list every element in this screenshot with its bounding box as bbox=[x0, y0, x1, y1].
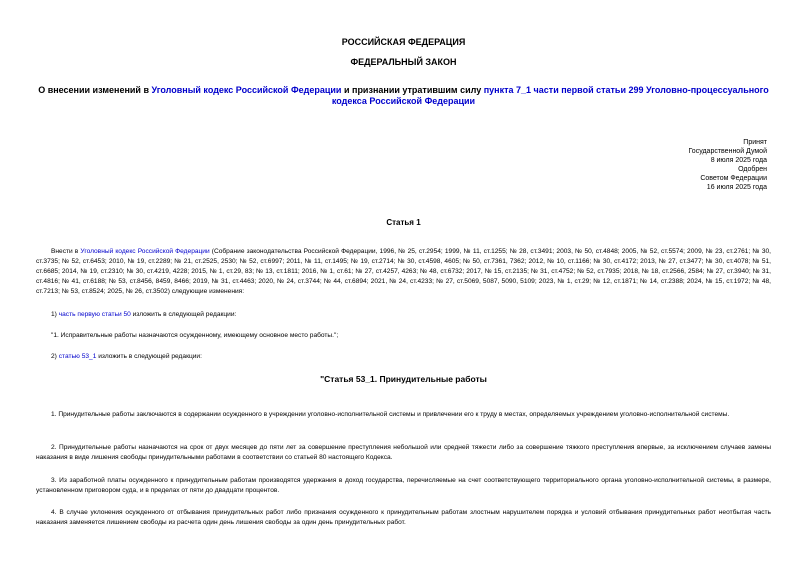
item2-rest: изложить в следующей редакции: bbox=[96, 353, 202, 360]
approved-label: Одобрен bbox=[738, 166, 767, 173]
intro-rest: (Собрание законодательства Российской Федерации, 1996, № 25, ст.2954; 1999, № 11, ст.1255; № 28, ст.3491; 2003, № 50, ст.4848; 2005, № 52, ст.5574; 2009, № 23, ст.2761; № 30, ст.3735; № 52, ст.6453; 2010, № 19, ст.2289; № 21, ст.2525, 2530; № 52, ст.6997; 2011, № 11, ст.1495; № 19, ст.2714; № 30, ст.4598, 4605; № 50, ст.7361, 7362; 2012, № 10, ст.1166; № 30, ст.4172; 2013, № 27, ст.3477; № 30, ст.4078; № 51, ст.6685; 2014, № 19, ст.2310; № 30, ст.4219, 4228; 2015, № 1, ст.29, 83; № 13, ст.1811; 2016, № 1, ст.61; № 27, ст.4257, 4263; № 48, ст.6732; 2017, № 15, ст.2135; № 31, ст.4752; № 52, ст.7935; 2018, № 18, ст.2566, 2584; № 27, ст.3940; № 31, ст.4816; № 41, ст.6188; № 53, ст.8456, 8459, 8466; 2019, № 31, ст.4463; 2020, № 24, ст.3744; № 44, ст.6894; 2021, № 24, ст.4233; № 27, ст.5069, 5087, 5090, 5109; 2023, № 1, ст.29; № 12, ст.1871; № 14, ст.2388; 2024, № 15, ст.1972; № 48, ст.7213; № 53, ст.8524; 2025, № 26, ст.3502) следующие изменения: bbox=[36, 248, 771, 295]
item2-prefix: 2) bbox=[51, 353, 59, 360]
accepted-date: 8 июля 2025 года bbox=[710, 157, 767, 164]
article-1-intro bbox=[36, 247, 771, 297]
article-1-item-1 bbox=[36, 310, 771, 320]
country-title: РОССИЙСКАЯ ФЕДЕРАЦИЯ bbox=[341, 37, 466, 47]
article-53-1-link[interactable]: статью 53_1 bbox=[58, 353, 97, 360]
heading-middle: и признании утратившим силу bbox=[341, 85, 484, 95]
heading-prefix: О внесении изменений в bbox=[38, 85, 152, 95]
article-53-1-para-4: 4. В случае уклонения осужденного от отбывания принудительных работ либо признания осужденного к принудительным работам злостным нарушителем порядка и условий отбывания принудительных работ неотбытая часть наказания заменяется лишением свободы из расчета один день лишения свободы за один день принудительных работ. bbox=[36, 509, 771, 526]
accepted-label: Принят bbox=[743, 139, 767, 146]
article-53-1-para-1: 1. Принудительные работы заключаются в содержании осужденного в учреждении уголовно-исполнительной системы и привлечении его к труду в местах, определяемых учреждением уголовно-исполнительной системы. bbox=[51, 411, 730, 418]
article-1-title: Статья 1 bbox=[386, 218, 421, 227]
cpc-article-299-link[interactable]: пункта 7_1 части первой статьи 299 Уголовно-процессуального кодекса Российской Федерации bbox=[331, 85, 769, 106]
item1-rest: изложить в следующей редакции: bbox=[130, 311, 237, 318]
item1-prefix: 1) bbox=[51, 311, 59, 318]
article-50-link[interactable]: часть первую статьи 50 bbox=[58, 311, 131, 318]
criminal-code-link[interactable]: Уголовный кодекс Российской Федерации bbox=[151, 85, 342, 95]
intro-prefix: Внести в bbox=[51, 248, 81, 255]
article-1-item-2 bbox=[36, 352, 771, 362]
article-53-1-title: "Статья 53_1. Принудительные работы bbox=[320, 374, 487, 384]
article-53-1-para-3: 3. Из заработной платы осужденного к принудительным работам производятся удержания в доход государства, перечисляемые на счет соответствующего территориального органа уголовно-исполнительной системы, в размере, установленном приговором суда, и в пределах от пяти до двадцати процентов. bbox=[36, 477, 771, 494]
law-type-title: ФЕДЕРАЛЬНЫЙ ЗАКОН bbox=[350, 57, 457, 67]
article-1-quote-1: "1. Исправительные работы назначаются осужденному, имеющему основное место работы."; bbox=[51, 332, 339, 339]
article-53-1-para-2: 2. Принудительные работы назначаются на срок от двух месяцев до пяти лет за совершение преступления небольшой или средней тяжести либо за совершение тяжкого преступления впервые, за исключением случаев замены наказания в виде лишения свободы принудительными работами в соответствии со статьей 80 настоящего Кодекса. bbox=[36, 444, 771, 461]
approved-date: 16 июля 2025 года bbox=[706, 184, 767, 191]
acceptance-block bbox=[688, 138, 767, 192]
approved-by: Советом Федерации bbox=[700, 175, 767, 182]
law-heading bbox=[36, 85, 771, 107]
accepted-by: Государственной Думой bbox=[688, 148, 767, 155]
intro-criminal-code-link[interactable]: Уголовный кодекс Российской Федерации bbox=[80, 248, 210, 255]
